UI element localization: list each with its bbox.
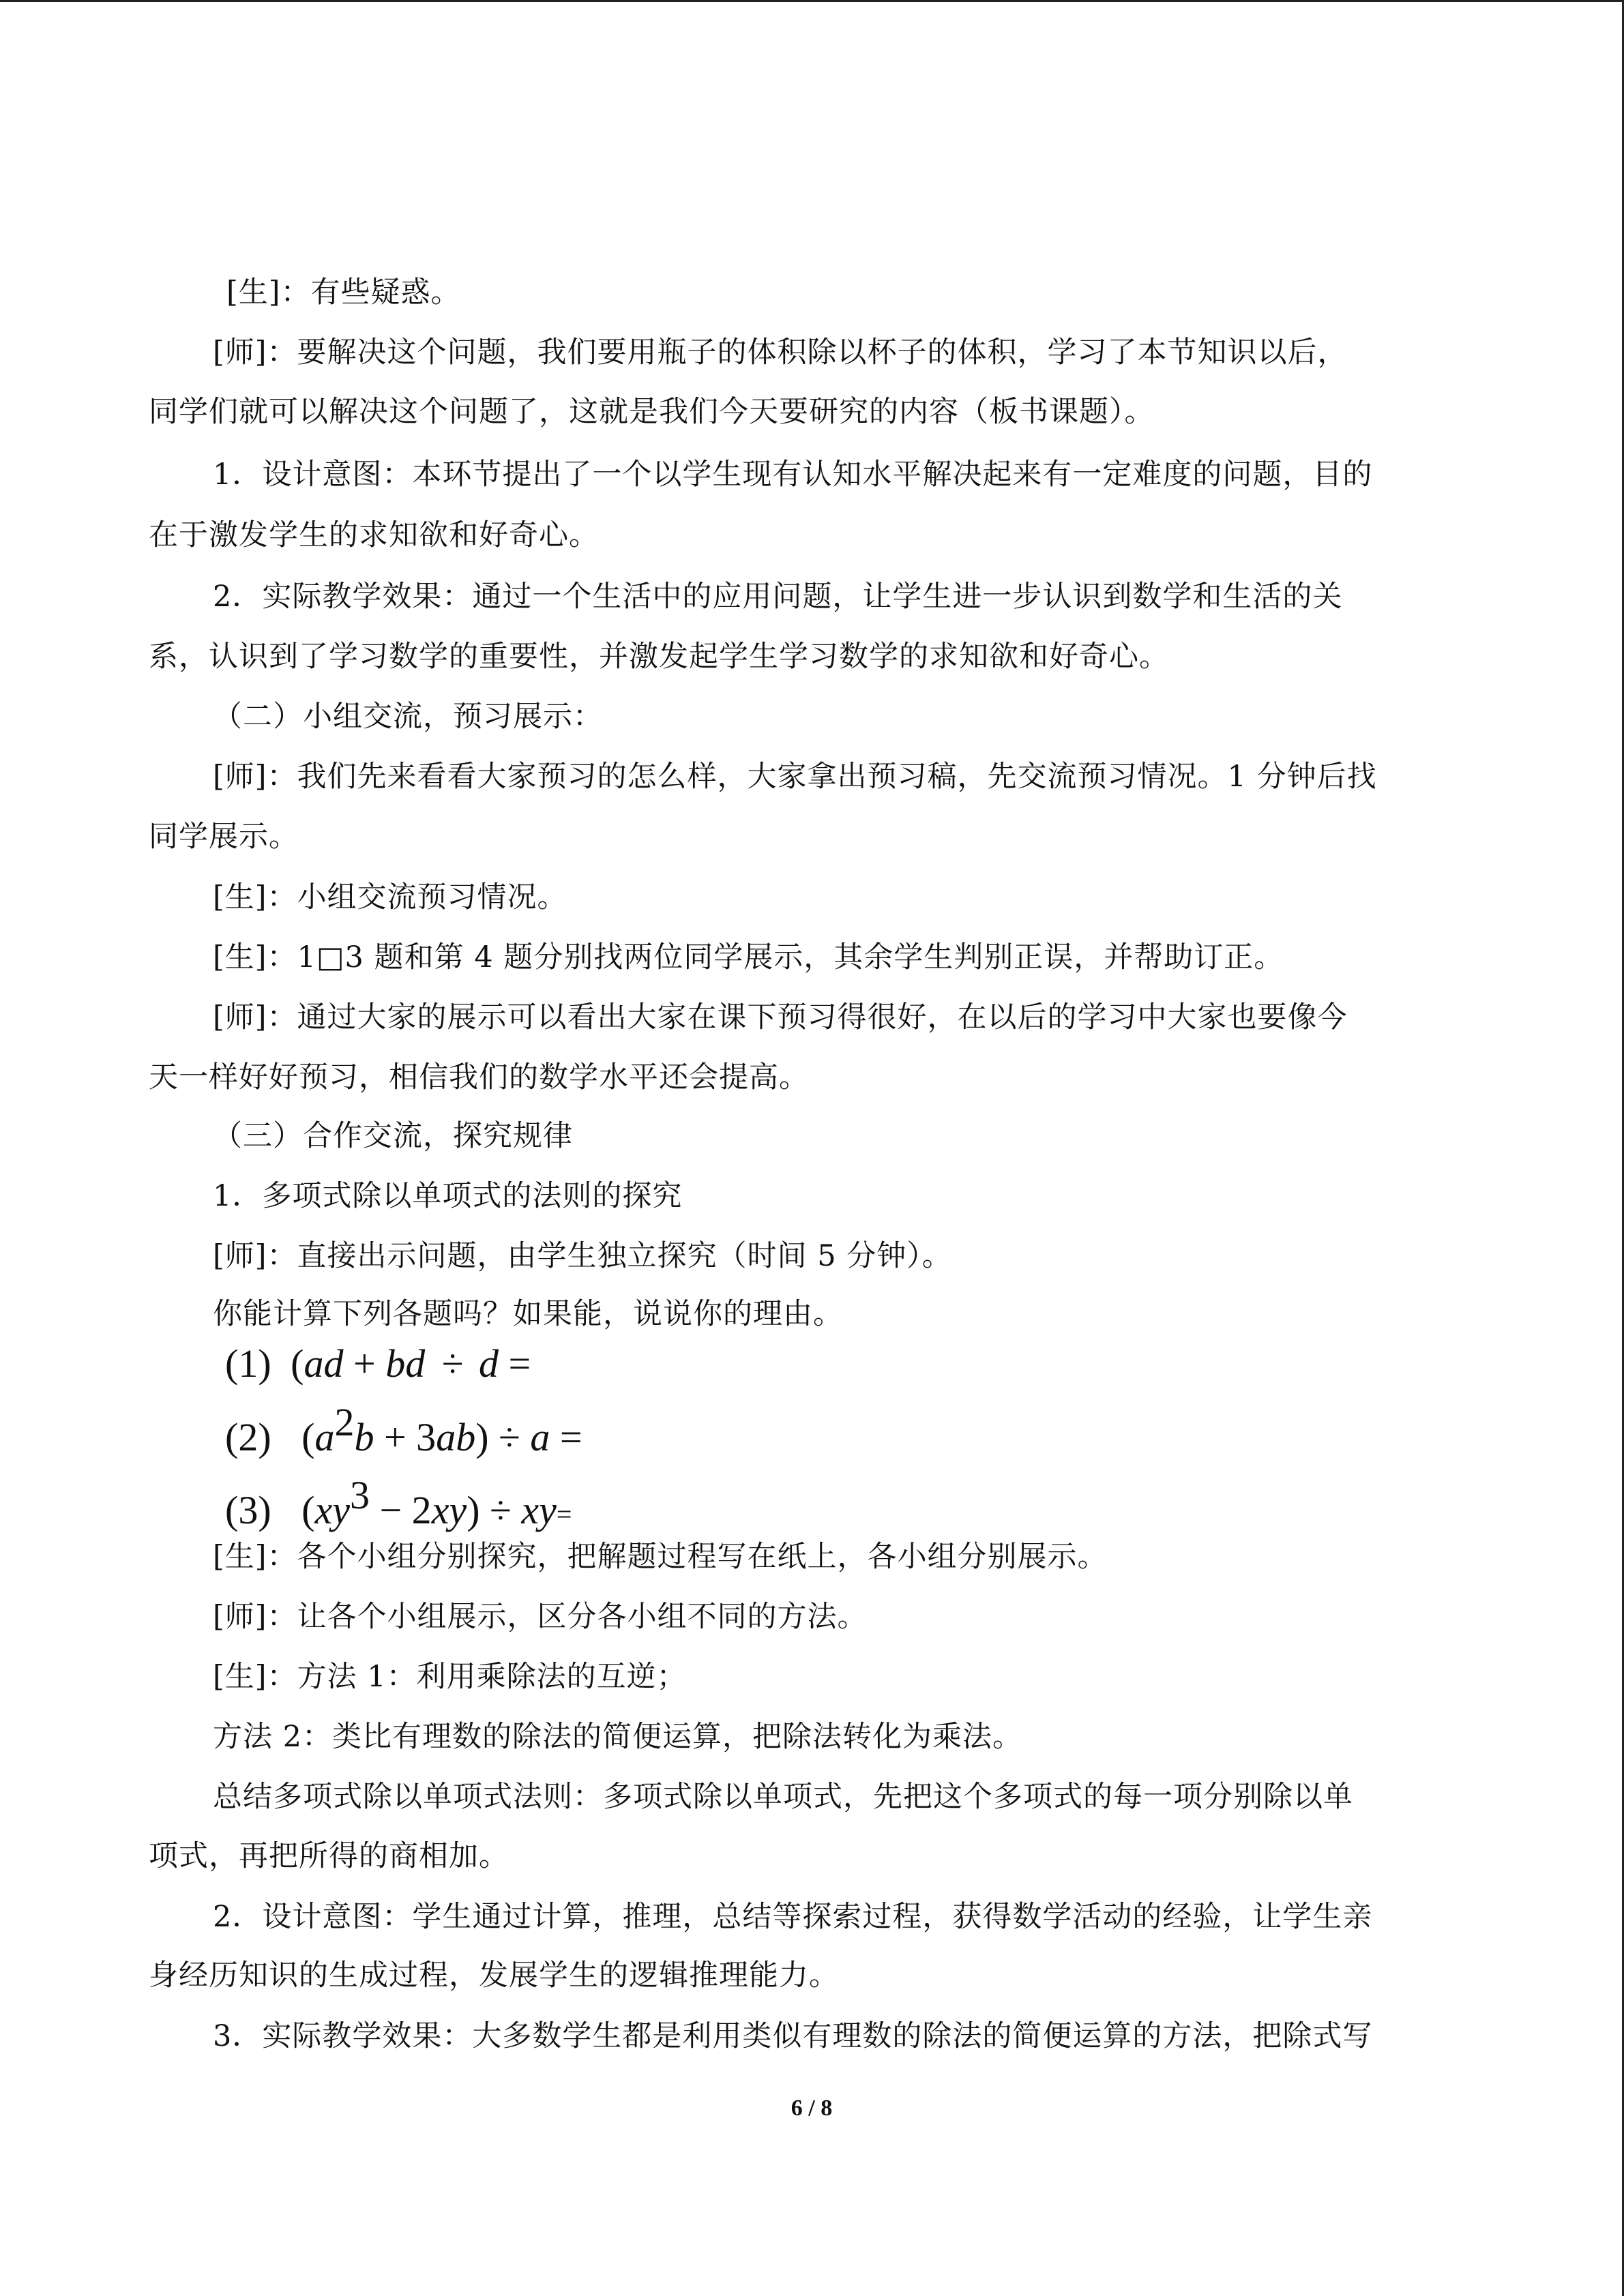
text-line: 3．实际教学效果：大多数学生都是利用类似有理数的除法的简便运算的方法，把除式写 xyxy=(213,2019,1373,2053)
text-line: 天一样好好预习，相信我们的数学水平还会提高。 xyxy=(149,1060,809,1094)
math-label: (1) xyxy=(225,1341,271,1386)
math-label: (3) xyxy=(225,1488,271,1532)
text-line: 系，认识到了学习数学的重要性，并激发起学生学习数学的求知欲和好奇心。 xyxy=(149,640,1169,674)
text-line: [师]：我们先来看看大家预习的怎么样，大家拿出预习稿，先交流预习情况。1 分钟后找 xyxy=(213,760,1377,794)
text-line: 1．设计意图：本环节提出了一个以学生现有认知水平解决起来有一定难度的问题，目的 xyxy=(213,458,1373,492)
text-line: 方法 2：类比有理数的除法的简便运算，把除法转化为乘法。 xyxy=(213,1720,1023,1754)
text-line: 项式，再把所得的商相加。 xyxy=(149,1839,509,1873)
text-line: [生]：有些疑惑。 xyxy=(226,275,461,310)
section-heading: （三）合作交流，探究规律 xyxy=(213,1119,573,1153)
text-line: [师]：要解决这个问题，我们要用瓶子的体积除以杯子的体积，学习了本节知识以后， xyxy=(213,336,1348,370)
text-line: 你能计算下列各题吗？如果能，说说你的理由。 xyxy=(213,1297,843,1331)
text-line: 1．多项式除以单项式的法则的探究 xyxy=(213,1179,683,1213)
text-line: 身经历知识的生成过程，发展学生的逻辑推理能力。 xyxy=(149,1958,839,1993)
text-line: [生]：小组交流预习情况。 xyxy=(213,880,567,914)
section-heading: （二）小组交流，预习展示： xyxy=(213,700,603,734)
text-line: [生]：各个小组分别探究，把解题过程写在纸上，各小组分别展示。 xyxy=(213,1540,1108,1574)
text-line: 在于激发学生的求知欲和好奇心。 xyxy=(149,518,599,552)
text-line: 同学们就可以解决这个问题了，这就是我们今天要研究的内容（板书课题）。 xyxy=(149,395,1155,429)
text-line: 总结多项式除以单项式法则：多项式除以单项式，先把这个多项式的每一项分别除以单 xyxy=(213,1780,1353,1814)
text-line: 同学展示。 xyxy=(149,820,299,854)
text-line: 2．实际教学效果：通过一个生活中的应用问题，让学生进一步认识到数学和生活的关 xyxy=(213,580,1343,614)
math-expression-2: (2) $(a^2b + 3ab) \div a$ = xyxy=(225,1400,582,1459)
text-line: 2．设计意图：学生通过计算，推理，总结等探索过程，获得数学活动的经验，让学生亲 xyxy=(213,1900,1373,1934)
text-line: [师]：通过大家的展示可以看出大家在课下预习得很好，在以后的学习中大家也要像今 xyxy=(213,1000,1348,1034)
top-border-line xyxy=(0,0,1624,2)
text-line: [生]：方法 1：利用乘除法的互逆； xyxy=(213,1660,687,1694)
math-expression-1: (1) (ad + bd ÷ d = xyxy=(225,1341,531,1386)
math-label: (2) xyxy=(225,1415,271,1459)
text-line: [师]：直接出示问题，由学生独立探究（时间 5 分钟）。 xyxy=(213,1239,952,1273)
page-number: 6 / 8 xyxy=(791,2096,833,2121)
text-line: [生]：1□3 题和第 4 题分别找两位同学展示，其余学生判别正误，并帮助订正。 xyxy=(213,940,1284,974)
math-expression-3: (3) $(xy^3 - 2xy) \div xy=$ xyxy=(225,1473,572,1532)
text-line: [师]：让各个小组展示，区分各小组不同的方法。 xyxy=(213,1600,868,1634)
